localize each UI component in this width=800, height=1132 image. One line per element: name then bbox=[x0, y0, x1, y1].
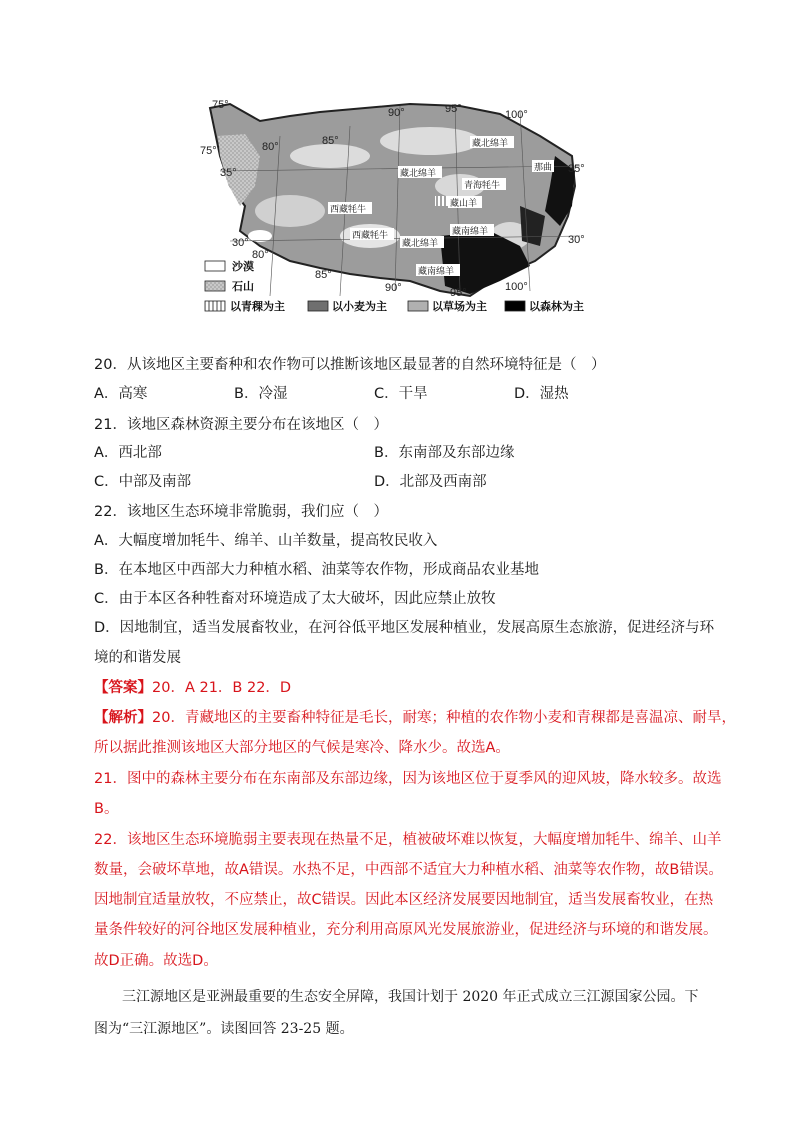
tibet-agriculture-map bbox=[200, 96, 600, 320]
q20-option-b[interactable]: B．冷湿 bbox=[234, 386, 288, 402]
answer-label: 【答案】 bbox=[94, 680, 152, 696]
place-label: 青海牦牛 bbox=[464, 180, 501, 190]
lat-label: 35° bbox=[220, 167, 237, 179]
lon-label: 80° bbox=[262, 141, 279, 153]
intro-line-1: 三江源地区是亚洲最重要的生态安全屏障，我国计划于 2020 年正式成立三江源国家公园。下 bbox=[122, 989, 699, 1005]
lon-label: 75° bbox=[212, 99, 229, 111]
q22-option-c[interactable]: C．由于本区各种牲畜对环境造成了太大破坏，因此应禁止放牧 bbox=[94, 591, 496, 607]
legend-wheat: 以小麦为主 bbox=[332, 301, 387, 313]
place-label: 藏山羊 bbox=[450, 198, 478, 208]
place-label: 藏南绵羊 bbox=[418, 266, 455, 276]
answer-line bbox=[94, 678, 291, 698]
lon-label: 80° bbox=[252, 249, 269, 261]
intro-line-2: 图为“三江源地区”。读图回答 23-25 题。 bbox=[94, 1021, 354, 1037]
analysis-label: 【解析】 bbox=[94, 710, 152, 726]
place-label: 西藏牦牛 bbox=[330, 204, 367, 214]
lon-label: 75° bbox=[200, 145, 217, 157]
legend-barley: 以青稞为主 bbox=[230, 301, 285, 313]
analysis-line-7: 因地制宜适量放牧，不应禁止，故C错误。因此本区经济发展要因地制宜，适当发展畜牧业，在热 bbox=[94, 892, 714, 908]
lat-label: 35° bbox=[568, 163, 585, 175]
place-label: 那曲 bbox=[534, 162, 553, 172]
q22-option-d[interactable]: D．因地制宜，适当发展畜牧业，在河谷低平地区发展种植业，发展高原生态旅游，促进经济与环 bbox=[94, 620, 715, 636]
q21-option-d[interactable]: D．北部及西南部 bbox=[374, 474, 487, 490]
place-label: 藏北绵羊 bbox=[402, 238, 439, 248]
lon-label: 85° bbox=[322, 135, 339, 147]
q21-option-b[interactable]: B．东南部及东部边缘 bbox=[374, 445, 515, 461]
analysis-line-5: 22．该地区生态环境脆弱主要表现在热量不足，植被破坏难以恢复，大幅度增加牦牛、绵羊、山羊 bbox=[94, 832, 722, 848]
analysis-line-3: 21．图中的森林主要分布在东南部及东部边缘，因为该地区位于夏季风的迎风坡，降水较多。故选 bbox=[94, 771, 722, 787]
q22-option-d-cont: 境的和谐发展 bbox=[94, 650, 181, 666]
place-label: 藏北绵羊 bbox=[472, 138, 509, 148]
q22-option-a[interactable]: A．大幅度增加牦牛、绵羊、山羊数量，提高牧民收入 bbox=[94, 533, 438, 549]
q21-option-a[interactable]: A．西北部 bbox=[94, 445, 162, 461]
place-label: 藏南绵羊 bbox=[452, 226, 489, 236]
q21-stem: 21．该地区森林资源主要分布在该地区（ ） bbox=[94, 417, 388, 433]
lon-label: 90° bbox=[388, 107, 405, 119]
lat-label: 30° bbox=[232, 237, 249, 249]
legend-grassland: 以草场为主 bbox=[432, 301, 487, 313]
answer-text: 20．A 21．B 22．D bbox=[152, 680, 292, 696]
analysis-line-6: 数量，会破坏草地，故A错误。水热不足，中西部不适宜大力种植水稻、油菜等农作物，故B错误。 bbox=[94, 862, 723, 878]
q20-option-c[interactable]: C．干旱 bbox=[374, 386, 428, 402]
analysis-line-2: 所以据此推测该地区大部分地区的气候是寒冷、降水少。故选A。 bbox=[94, 740, 510, 756]
q20-option-a[interactable]: A．高寒 bbox=[94, 386, 148, 402]
analysis-line-8: 量条件较好的河谷地区发展种植业，充分利用高原风光发展旅游业，促进经济与环境的和谐发展。 bbox=[94, 922, 718, 938]
lon-label: 95° bbox=[450, 287, 467, 299]
place-label: 藏北绵羊 bbox=[400, 168, 437, 178]
legend-forest: 以森林为主 bbox=[529, 301, 584, 313]
q22-stem: 22．该地区生态环境非常脆弱，我们应（ ） bbox=[94, 504, 388, 520]
q20-option-d[interactable]: D．湿热 bbox=[514, 386, 569, 402]
q21-option-c[interactable]: C．中部及南部 bbox=[94, 474, 192, 490]
analysis-text: 20．青藏地区的主要畜种特征是毛长，耐寒；种植的农作物小麦和青稞都是喜温凉、耐旱， bbox=[152, 710, 736, 726]
lon-label: 95° bbox=[445, 103, 462, 115]
analysis-line-1 bbox=[94, 708, 736, 728]
q20-stem: 20．从该地区主要畜种和农作物可以推断该地区最显著的自然环境特征是（ ） bbox=[94, 357, 606, 373]
lon-label: 100° bbox=[505, 281, 528, 293]
analysis-line-4: B。 bbox=[94, 801, 119, 817]
place-label: 西藏牦牛 bbox=[352, 230, 389, 240]
analysis-line-9: 故D正确。故选D。 bbox=[94, 953, 218, 969]
q22-option-b[interactable]: B．在本地区中西部大力种植水稻、油菜等农作物，形成商品农业基地 bbox=[94, 562, 539, 578]
lat-label: 30° bbox=[568, 234, 585, 246]
lon-label: 85° bbox=[315, 269, 332, 281]
lon-label: 100° bbox=[505, 109, 528, 121]
legend-desert: 沙漠 bbox=[232, 261, 254, 273]
lon-label: 90° bbox=[385, 282, 402, 294]
legend-rock: 石山 bbox=[232, 281, 254, 293]
